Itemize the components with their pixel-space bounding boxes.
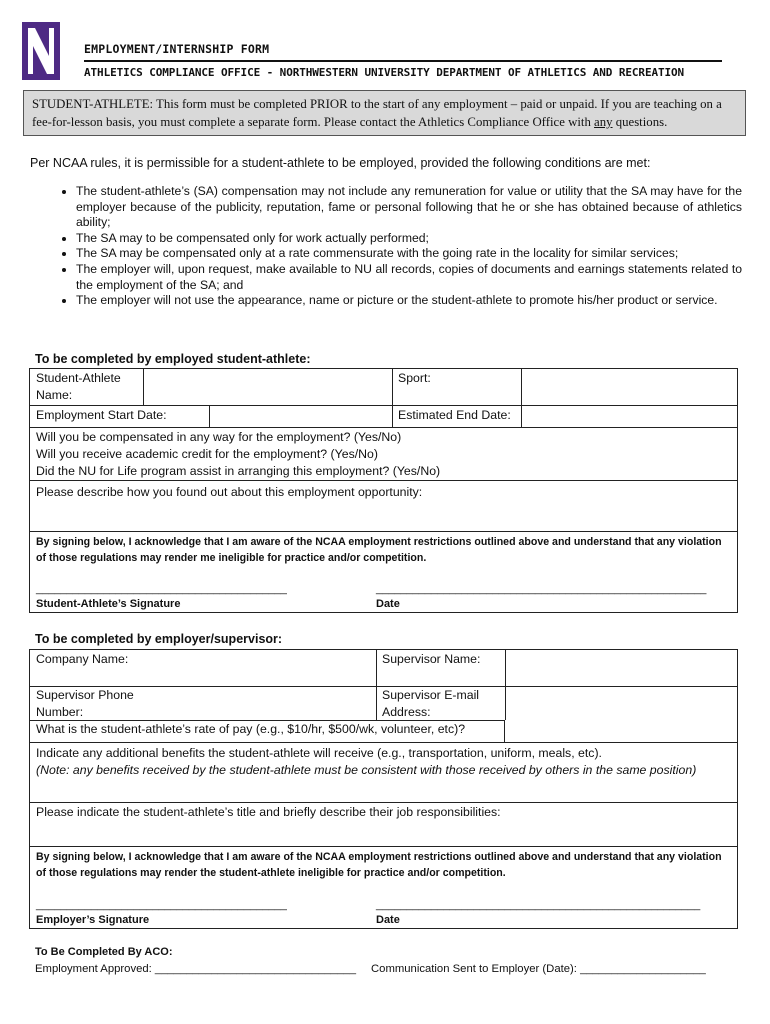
end-date-label: Estimated End Date: — [398, 408, 511, 422]
student-section-box — [29, 368, 738, 613]
compensation-question[interactable]: Will you be compensated in any way for the employment? (Yes/No) — [36, 430, 402, 444]
employer-section-box — [29, 649, 738, 929]
employer-acknowledgement: By signing below, I acknowledge that I am aware of the NCAA employment restrictions outlined above and understand that any violation of those regulations may render the student-athlete ineligible for practice and/or competition. — [36, 851, 722, 879]
notice-end: questions. — [612, 115, 668, 129]
ncaa-intro: Per NCAA rules, it is permissible for a student-athlete to be employed, provided the following conditions are met: — [30, 156, 651, 170]
aco-section-heading: To Be Completed By ACO: — [35, 946, 173, 958]
supervisor-email-label: Supervisor E-mail Address: — [382, 688, 480, 719]
divider — [30, 427, 737, 428]
start-date-label: Employment Start Date: — [36, 408, 167, 422]
communication-sent-field[interactable]: Communication Sent to Employer (Date): ____________________ — [371, 963, 706, 975]
divider — [30, 742, 737, 743]
divider — [30, 531, 737, 532]
employment-approved-field[interactable]: Employment Approved: ________________________________ — [35, 963, 356, 975]
benefits-question[interactable]: Indicate any additional benefits the student-athlete will receive (e.g., transportation, uniform, meals, etc). — [36, 746, 602, 760]
divider — [30, 846, 737, 847]
student-signature-label: Student-Athlete’s Signature — [36, 598, 181, 610]
employer-date-line[interactable]: _____________________________________________________ — [376, 899, 701, 911]
company-name-field[interactable] — [140, 650, 376, 686]
form-title: EMPLOYMENT/INTERNSHIP FORM — [84, 42, 270, 56]
divider — [504, 720, 505, 742]
end-date-field[interactable] — [522, 406, 738, 427]
nu-for-life-question[interactable]: Did the NU for Life program assist in arranging this employment? (Yes/No) — [36, 464, 441, 478]
student-name-label: Student-Athlete Name: — [36, 371, 121, 402]
header-rule — [84, 60, 722, 62]
divider — [376, 650, 377, 720]
conditions-list — [30, 184, 742, 309]
supervisor-phone-field[interactable] — [150, 687, 376, 720]
pay-rate-question[interactable]: What is the student-athlete’s rate of pay (e.g., $10/hr, $500/wk, volunteer, etc)? — [36, 722, 466, 736]
divider — [30, 480, 737, 481]
employer-signature-line[interactable]: _________________________________________ — [36, 899, 287, 911]
student-name-field[interactable] — [144, 369, 394, 405]
supervisor-name-label: Supervisor Name: — [382, 652, 481, 666]
divider — [30, 720, 504, 721]
discovery-question[interactable]: Please describe how you found out about this employment opportunity: — [36, 485, 423, 499]
student-date-line[interactable]: ______________________________________________________ — [376, 583, 707, 595]
notice-emphasis: any — [594, 115, 613, 129]
student-signature-line[interactable]: _________________________________________ — [36, 583, 287, 595]
divider — [143, 369, 144, 405]
supervisor-email-field[interactable] — [506, 687, 738, 720]
condition-item: • The employer will, upon request, make available to NU all records, copies of documents and earnings statements related to the employment of the SA; and — [76, 262, 742, 293]
student-section-heading: To be completed by employed student-athlete: — [35, 352, 311, 366]
academic-credit-question[interactable]: Will you receive academic credit for the employment? (Yes/No) — [36, 447, 378, 461]
notice-text: STUDENT-ATHLETE: This form must be completed PRIOR to the start of any employment – paid or unpaid. If you are teaching on a fee-for-lesson basis, you must complete a separate form. Please contact the Athletics Compliance Office with — [32, 97, 722, 129]
student-acknowledgement: By signing below, I acknowledge that I am aware of the NCAA employment restrictions outlined above and understand that any violation of those regulations may render me ineligible for practice and/or competition. — [36, 536, 722, 564]
divider — [30, 802, 737, 803]
company-name-label: Company Name: — [36, 652, 129, 666]
job-title-question[interactable]: Please indicate the student-athlete’s title and briefly describe their job responsibilities: — [36, 805, 501, 819]
supervisor-phone-label: Supervisor Phone Number: — [36, 688, 134, 719]
northwestern-logo — [22, 22, 60, 80]
form-subtitle: ATHLETICS COMPLIANCE OFFICE - NORTHWESTERN UNIVERSITY DEPARTMENT OF ATHLETICS AND RECREATION — [84, 66, 685, 79]
condition-item: • The employer will not use the appearance, name or picture or the student-athlete to promote his/her product or service. — [76, 293, 742, 309]
divider — [209, 405, 210, 427]
condition-item: • The student-athlete’s (SA) compensation may not include any remuneration for value or utility that the SA may have for the employer because of the publicity, reputation, fame or personal following that he or she has obtained because of athletics ability; — [76, 184, 742, 231]
condition-item: • The SA may be compensated only at a rate commensurate with the going rate in the locality for similar services; — [76, 246, 742, 262]
supervisor-name-field[interactable] — [506, 650, 738, 686]
notice-box — [23, 90, 746, 136]
employer-section-heading: To be completed by employer/supervisor: — [35, 632, 283, 646]
employer-date-label: Date — [376, 914, 400, 926]
benefits-note: (Note: any benefits received by the student-athlete must be consistent with those received by others in the same position) — [36, 763, 697, 777]
sport-label: Sport: — [398, 371, 431, 385]
student-date-label: Date — [376, 598, 400, 610]
start-date-field[interactable] — [210, 406, 392, 427]
employer-signature-label: Employer’s Signature — [36, 914, 150, 926]
divider — [392, 369, 393, 427]
condition-item: • The SA may to be compensated only for work actually performed; — [76, 231, 742, 247]
sport-field[interactable] — [522, 369, 738, 405]
